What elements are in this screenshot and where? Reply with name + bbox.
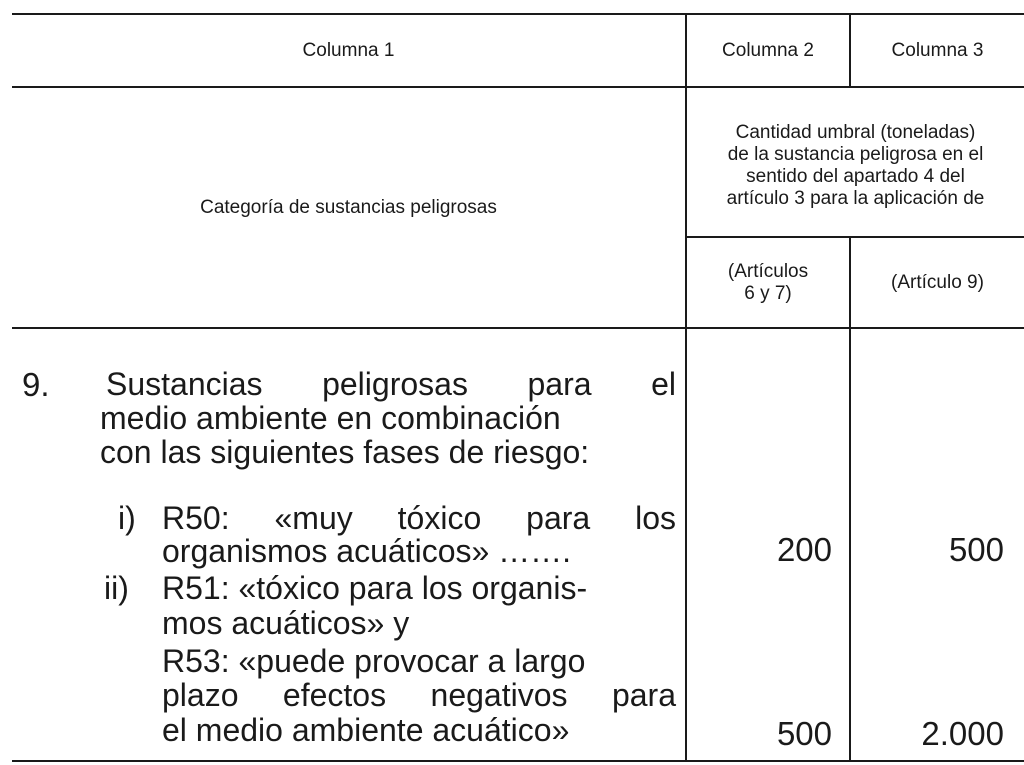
item-ii-line-5: el medio ambiente acuático»	[162, 712, 570, 748]
articles-col2-header	[687, 238, 849, 327]
item-i-line-2: organismos acuáticos» …….	[162, 533, 572, 569]
item-ii-col3-value: 2.000	[921, 715, 1004, 752]
threshold-line-4: artículo 3 para la aplicación de	[726, 188, 985, 209]
item-ii-line-1: R51: «tóxico para los organis-	[162, 570, 588, 606]
item-i-marker: i)	[118, 500, 136, 536]
table-bottom-rule	[12, 760, 1024, 762]
category-header: Categoría de sustancias peligrosas	[200, 196, 497, 218]
item-ii-line-2: mos acuáticos» y	[162, 605, 410, 641]
row-number: 9.	[22, 366, 50, 403]
articles-col3-header: (Artículo 9)	[891, 271, 984, 293]
item-ii-col2-value: 500	[776, 715, 832, 752]
item-i-line-1: R50: «muy tóxico para los	[162, 500, 676, 536]
threshold-line-1: Cantidad umbral (toneladas)	[735, 122, 976, 143]
threshold-line-2: de la sustancia peligrosa en el	[727, 144, 984, 165]
row-title-line-2: medio ambiente en combinación	[100, 400, 561, 436]
articles-col2-line-2: 6 y 7)	[744, 282, 792, 304]
item-i-col2-value: 200	[776, 531, 832, 568]
threshold-line-3: sentido del apartado 4 del	[746, 166, 965, 187]
item-i-col3-value: 500	[948, 531, 1004, 568]
header-bottom-rule	[12, 327, 1024, 329]
column-1-header: Columna 1	[302, 39, 395, 61]
articles-col2-line-1: (Artículos	[727, 260, 809, 282]
row-title-line-3: con las siguientes fases de riesgo:	[100, 434, 590, 470]
column-2-header: Columna 2	[722, 39, 814, 61]
item-ii-marker: ii)	[104, 570, 129, 606]
row-title-line-1: Sustancias peligrosas para el	[106, 366, 676, 402]
column-3-header: Columna 3	[891, 39, 984, 61]
item-ii-line-4: plazo efectos negativos para	[162, 677, 676, 713]
threshold-header	[687, 106, 1024, 226]
item-ii-line-3: R53: «puede provocar a largo	[162, 643, 586, 679]
